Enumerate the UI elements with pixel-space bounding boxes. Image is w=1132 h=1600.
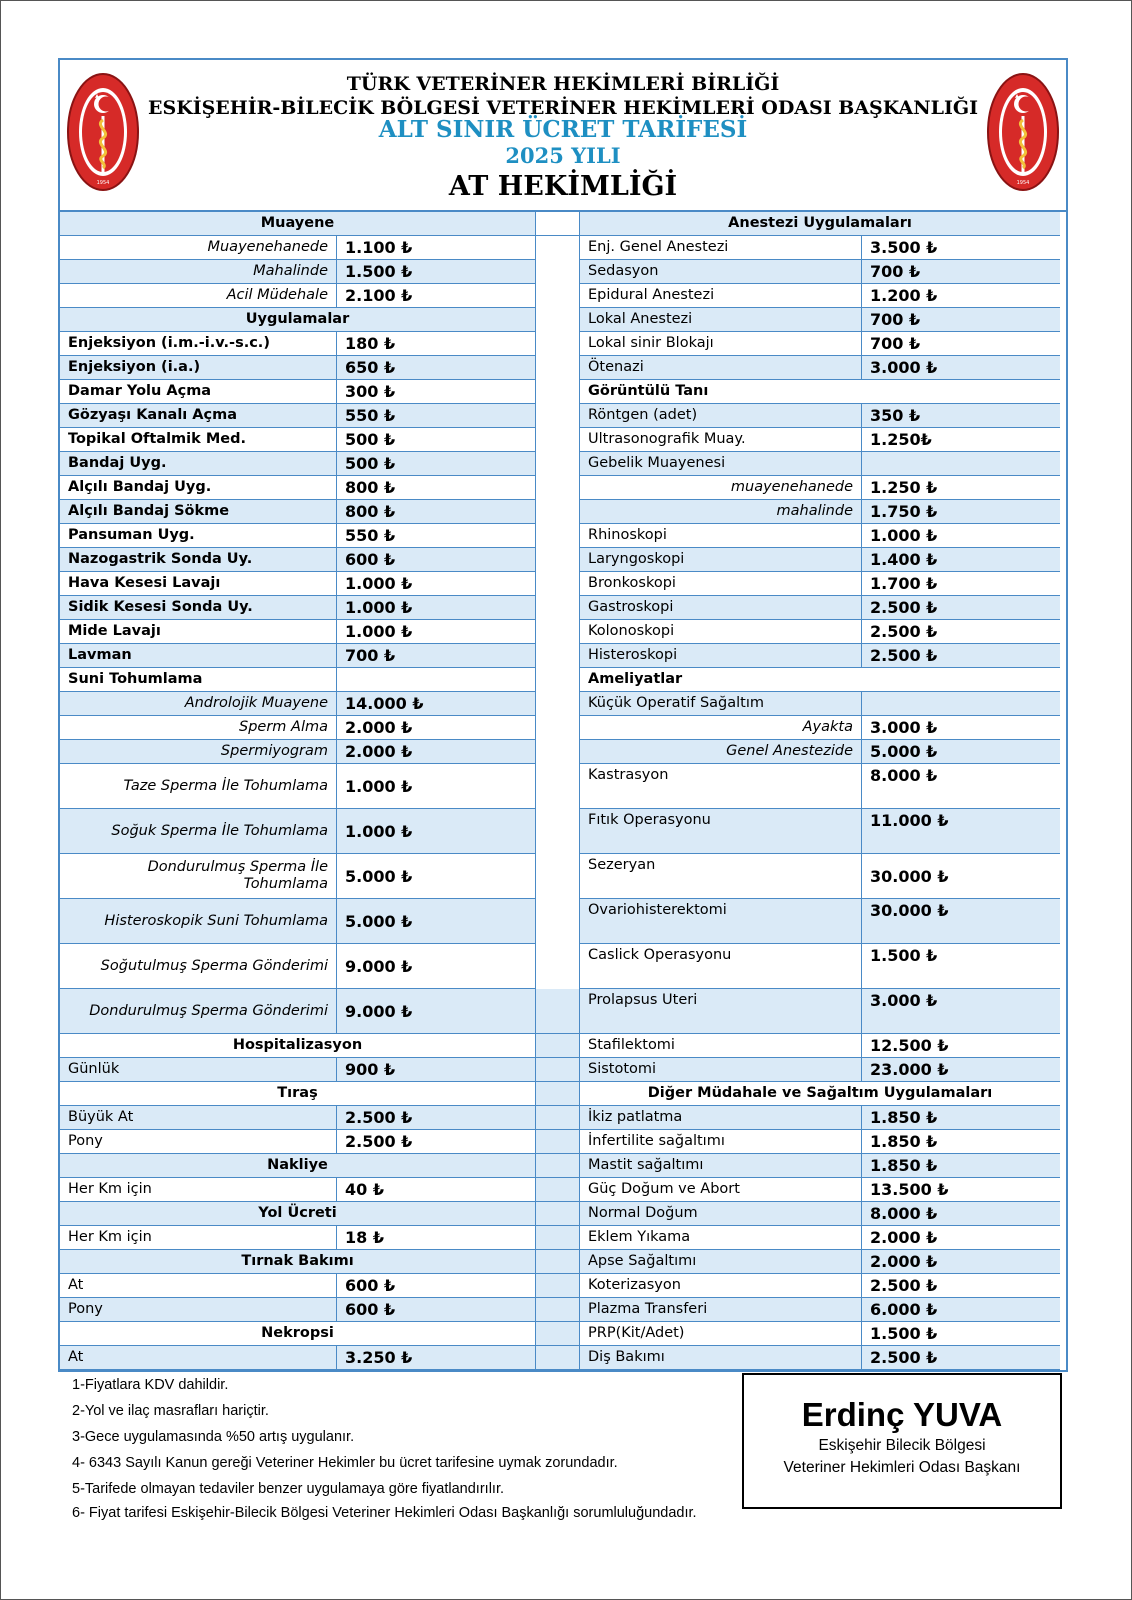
price-value: 5.000 ₺: [862, 740, 1060, 764]
price-value: 700 ₺: [337, 644, 536, 668]
service-label: Kolonoskopi: [580, 620, 862, 644]
service-label: Gastroskopi: [580, 596, 862, 620]
column-divider: [536, 620, 580, 644]
price-value: 1.000 ₺: [337, 620, 536, 644]
price-value: 550 ₺: [337, 404, 536, 428]
service-label: Küçük Operatif Sağaltım: [580, 692, 862, 716]
service-label: Ötenazi: [580, 356, 862, 380]
price-value: 2.500 ₺: [862, 620, 1060, 644]
price-value: 1.000 ₺: [337, 596, 536, 620]
column-divider: [536, 764, 580, 809]
section-header: Hospitalizasyon: [60, 1034, 536, 1058]
section-label: Görüntülü Tanı: [580, 380, 1060, 404]
price-value: [862, 692, 1060, 716]
footnotes: [72, 1372, 732, 1525]
service-label: Gebelik Muayenesi: [580, 452, 862, 476]
price-table: [60, 212, 1066, 1370]
service-label: Lavman: [60, 644, 337, 668]
price-value: 2.000 ₺: [862, 1226, 1060, 1250]
column-divider: [536, 1106, 580, 1130]
price-value: 23.000 ₺: [862, 1058, 1060, 1082]
service-label: Mide Lavajı: [60, 620, 337, 644]
service-label: Diş Bakımı: [580, 1346, 862, 1370]
price-value: 2.500 ₺: [862, 596, 1060, 620]
price-value: 3.000 ₺: [862, 989, 1060, 1034]
price-value: 1.250 ₺: [862, 476, 1060, 500]
price-value: 2.000 ₺: [337, 716, 536, 740]
price-value: 13.500 ₺: [862, 1178, 1060, 1202]
service-label: Dondurulmuş Sperma İle Tohumlama: [60, 854, 337, 899]
service-label: Normal Doğum: [580, 1202, 862, 1226]
column-divider: [536, 1034, 580, 1058]
service-label: Enjeksiyon (i.m.-i.v.-s.c.): [60, 332, 337, 356]
column-divider: [536, 1298, 580, 1322]
price-value: 2.000 ₺: [337, 740, 536, 764]
column-divider: [536, 1154, 580, 1178]
price-value: 9.000 ₺: [337, 944, 536, 989]
column-divider: [536, 1274, 580, 1298]
price-value: 700 ₺: [862, 332, 1060, 356]
service-label: İnfertilite sağaltımı: [580, 1130, 862, 1154]
price-value: 1.850 ₺: [862, 1130, 1060, 1154]
column-divider: [536, 716, 580, 740]
price-value: 30.000 ₺: [862, 854, 1060, 899]
service-label: Günlük: [60, 1058, 337, 1082]
service-label: Topikal Oftalmik Med.: [60, 428, 337, 452]
price-value: 2.100 ₺: [337, 284, 536, 308]
price-value: 2.500 ₺: [862, 644, 1060, 668]
signatory-name: Erdinç YUVA: [801, 1396, 1003, 1433]
service-label: Pansuman Uyg.: [60, 524, 337, 548]
service-label: Damar Yolu Açma: [60, 380, 337, 404]
column-divider: [536, 308, 580, 332]
service-label: Lokal sinir Blokajı: [580, 332, 862, 356]
service-label: Röntgen (adet): [580, 404, 862, 428]
column-divider: [536, 740, 580, 764]
footnote: 6- Fiyat tarifesi Eskişehir-Bilecik Bölgesi Veteriner Hekimleri Odası Başkanlığı sorumluluğundadır.: [72, 1505, 697, 1521]
signature-box: [742, 1373, 1062, 1509]
service-label: Suni Tohumlama: [60, 668, 337, 692]
service-label: Soğuk Sperma İle Tohumlama: [60, 809, 337, 854]
service-label: İkiz patlatma: [580, 1106, 862, 1130]
column-divider: [536, 944, 580, 989]
footnote: 2-Yol ve ilaç masrafları hariçtir.: [72, 1403, 269, 1419]
page-title: AT HEKİMLİĞİ: [448, 171, 678, 202]
chamber-title: ESKİŞEHİR-BİLECİK BÖLGESİ VETERİNER HEKİMLERİ ODASI BAŞKANLIĞI: [147, 97, 978, 119]
service-label: At: [60, 1346, 337, 1370]
service-label: Prolapsus Uteri: [580, 989, 862, 1034]
price-value: [337, 668, 536, 692]
price-value: 180 ₺: [337, 332, 536, 356]
service-label: Her Km için: [60, 1226, 337, 1250]
price-value: 1.200 ₺: [862, 284, 1060, 308]
column-divider: [536, 1178, 580, 1202]
service-label: Mastit sağaltımı: [580, 1154, 862, 1178]
service-label: Soğutulmuş Sperma Gönderimi: [60, 944, 337, 989]
price-value: 2.500 ₺: [337, 1106, 536, 1130]
price-value: 1.850 ₺: [862, 1154, 1060, 1178]
price-value: 1.100 ₺: [337, 236, 536, 260]
column-divider: [536, 476, 580, 500]
section-header: Diğer Müdahale ve Sağaltım Uygulamaları: [580, 1082, 1060, 1106]
service-label: Koterizasyon: [580, 1274, 862, 1298]
service-label: Genel Anestezide: [580, 740, 862, 764]
price-value: 1.500 ₺: [862, 944, 1060, 989]
service-label: Enjeksiyon (i.a.): [60, 356, 337, 380]
service-label: Caslick Operasyonu: [580, 944, 862, 989]
tariff-title: ALT SINIR ÜCRET TARİFESİ: [378, 116, 748, 143]
service-label: Bandaj Uyg.: [60, 452, 337, 476]
service-label: Kastrasyon: [580, 764, 862, 809]
service-label: Ultrasonografik Muay.: [580, 428, 862, 452]
column-divider: [536, 572, 580, 596]
service-label: Eklem Yıkama: [580, 1226, 862, 1250]
section-header: Uygulamalar: [60, 308, 536, 332]
service-label: Histeroskopi: [580, 644, 862, 668]
price-value: 500 ₺: [337, 452, 536, 476]
column-divider: [536, 1322, 580, 1346]
section-label: Ameliyatlar: [580, 668, 1060, 692]
column-divider: [536, 1202, 580, 1226]
price-value: 3.250 ₺: [337, 1346, 536, 1370]
service-label: Rhinoskopi: [580, 524, 862, 548]
price-value: 700 ₺: [862, 308, 1060, 332]
price-value: 14.000 ₺: [337, 692, 536, 716]
service-label: Sezeryan: [580, 854, 862, 899]
price-value: 9.000 ₺: [337, 989, 536, 1034]
tariff-year: 2025 YILI: [505, 143, 621, 168]
column-divider: [536, 692, 580, 716]
column-divider: [536, 1082, 580, 1106]
price-value: 5.000 ₺: [337, 899, 536, 944]
price-value: 1.250₺: [862, 428, 1060, 452]
price-value: 350 ₺: [862, 404, 1060, 428]
price-value: 1.700 ₺: [862, 572, 1060, 596]
service-label: Acil Müdehale: [60, 284, 337, 308]
price-value: 2.500 ₺: [337, 1130, 536, 1154]
column-divider: [536, 1130, 580, 1154]
column-divider: [536, 212, 580, 236]
price-value: 2.500 ₺: [862, 1346, 1060, 1370]
service-label: Stafilektomi: [580, 1034, 862, 1058]
signatory-title: Veteriner Hekimleri Odası Başkanı: [783, 1459, 1021, 1476]
column-divider: [536, 236, 580, 260]
service-label: Hava Kesesi Lavajı: [60, 572, 337, 596]
column-divider: [536, 332, 580, 356]
section-header: Anestezi Uygulamaları: [580, 212, 1060, 236]
service-label: Spermiyogram: [60, 740, 337, 764]
price-value: 1.850 ₺: [862, 1106, 1060, 1130]
service-label: Alçılı Bandaj Sökme: [60, 500, 337, 524]
price-value: 1.000 ₺: [337, 572, 536, 596]
service-label: Güç Doğum ve Abort: [580, 1178, 862, 1202]
service-label: Sidik Kesesi Sonda Uy.: [60, 596, 337, 620]
service-label: Enj. Genel Anestezi: [580, 236, 862, 260]
footnote: 4- 6343 Sayılı Kanun gereği Veteriner Hekimler bu ücret tarifesine uymak zorundadır.: [72, 1455, 618, 1471]
service-label: Pony: [60, 1130, 337, 1154]
price-value: 650 ₺: [337, 356, 536, 380]
footnote: 3-Gece uygulamasında %50 artış uygulanır.: [72, 1429, 355, 1445]
column-divider: [536, 989, 580, 1034]
price-value: 2.500 ₺: [862, 1274, 1060, 1298]
price-value: 600 ₺: [337, 1298, 536, 1322]
section-header: Muayene: [60, 212, 536, 236]
service-label: Sistotomi: [580, 1058, 862, 1082]
document-header: [60, 60, 1066, 212]
price-value: [862, 452, 1060, 476]
section-header: Tıraş: [60, 1082, 536, 1106]
service-label: Fıtık Operasyonu: [580, 809, 862, 854]
column-divider: [536, 452, 580, 476]
service-label: Dondurulmuş Sperma Gönderimi: [60, 989, 337, 1034]
service-label: At: [60, 1274, 337, 1298]
price-value: 3.000 ₺: [862, 356, 1060, 380]
price-value: 5.000 ₺: [337, 854, 536, 899]
column-divider: [536, 644, 580, 668]
service-label: Sperm Alma: [60, 716, 337, 740]
column-divider: [536, 404, 580, 428]
signatory-title: Eskişehir Bilecik Bölgesi: [818, 1437, 986, 1454]
price-value: 8.000 ₺: [862, 764, 1060, 809]
price-value: 900 ₺: [337, 1058, 536, 1082]
price-value: 1.000 ₺: [862, 524, 1060, 548]
service-label: muayenehanede: [580, 476, 862, 500]
service-label: Ovariohisterektomi: [580, 899, 862, 944]
tariff-document: [58, 58, 1068, 1372]
column-divider: [536, 500, 580, 524]
price-value: 2.000 ₺: [862, 1250, 1060, 1274]
column-divider: [536, 854, 580, 899]
column-divider: [536, 548, 580, 572]
price-value: 1.750 ₺: [862, 500, 1060, 524]
column-divider: [536, 668, 580, 692]
service-label: Androlojik Muayene: [60, 692, 337, 716]
organization-title: TÜRK VETERİNER HEKİMLERİ BİRLİĞİ: [346, 73, 780, 95]
service-label: Taze Sperma İle Tohumlama: [60, 764, 337, 809]
price-value: 1.500 ₺: [862, 1322, 1060, 1346]
price-value: 600 ₺: [337, 548, 536, 572]
section-header: Nakliye: [60, 1154, 536, 1178]
price-value: 600 ₺: [337, 1274, 536, 1298]
service-label: Pony: [60, 1298, 337, 1322]
footnote: 1-Fiyatlara KDV dahildir.: [72, 1377, 229, 1393]
service-label: Apse Sağaltımı: [580, 1250, 862, 1274]
service-label: Bronkoskopi: [580, 572, 862, 596]
service-label: Laryngoskopi: [580, 548, 862, 572]
column-divider: [536, 260, 580, 284]
price-value: 1.000 ₺: [337, 809, 536, 854]
service-label: Plazma Transferi: [580, 1298, 862, 1322]
price-value: 6.000 ₺: [862, 1298, 1060, 1322]
section-header: Tırnak Bakımı: [60, 1250, 536, 1274]
column-divider: [536, 1250, 580, 1274]
footnote: 5-Tarifede olmayan tedaviler benzer uygulamaya göre fiyatlandırılır.: [72, 1481, 505, 1497]
price-value: 11.000 ₺: [862, 809, 1060, 854]
price-value: 800 ₺: [337, 476, 536, 500]
price-value: 3.000 ₺: [862, 716, 1060, 740]
service-label: Mahalinde: [60, 260, 337, 284]
price-value: 8.000 ₺: [862, 1202, 1060, 1226]
svg-text:1954: 1954: [96, 180, 110, 186]
service-label: PRP(Kit/Adet): [580, 1322, 862, 1346]
section-header: Yol Ücreti: [60, 1202, 536, 1226]
svg-text:1954: 1954: [1016, 180, 1030, 186]
column-divider: [536, 1346, 580, 1370]
service-label: Muayenehanede: [60, 236, 337, 260]
price-value: 3.500 ₺: [862, 236, 1060, 260]
price-value: 18 ₺: [337, 1226, 536, 1250]
price-value: 1.500 ₺: [337, 260, 536, 284]
section-header: Nekropsi: [60, 1322, 536, 1346]
service-label: Sedasyon: [580, 260, 862, 284]
column-divider: [536, 899, 580, 944]
column-divider: [536, 596, 580, 620]
service-label: Büyük At: [60, 1106, 337, 1130]
price-value: 30.000 ₺: [862, 899, 1060, 944]
price-value: 12.500 ₺: [862, 1034, 1060, 1058]
service-label: Ayakta: [580, 716, 862, 740]
price-value: 40 ₺: [337, 1178, 536, 1202]
column-divider: [536, 809, 580, 854]
column-divider: [536, 1058, 580, 1082]
service-label: Histeroskopik Suni Tohumlama: [60, 899, 337, 944]
service-label: mahalinde: [580, 500, 862, 524]
column-divider: [536, 428, 580, 452]
column-divider: [536, 284, 580, 308]
column-divider: [536, 380, 580, 404]
column-divider: [536, 524, 580, 548]
price-value: 700 ₺: [862, 260, 1060, 284]
service-label: Lokal Anestezi: [580, 308, 862, 332]
service-label: Nazogastrik Sonda Uy.: [60, 548, 337, 572]
price-value: 1.400 ₺: [862, 548, 1060, 572]
column-divider: [536, 1226, 580, 1250]
service-label: Epidural Anestezi: [580, 284, 862, 308]
column-divider: [536, 356, 580, 380]
price-value: 500 ₺: [337, 428, 536, 452]
price-value: 300 ₺: [337, 380, 536, 404]
price-value: 800 ₺: [337, 500, 536, 524]
service-label: Her Km için: [60, 1178, 337, 1202]
service-label: Gözyaşı Kanalı Açma: [60, 404, 337, 428]
price-value: 1.000 ₺: [337, 764, 536, 809]
service-label: Alçılı Bandaj Uyg.: [60, 476, 337, 500]
price-value: 550 ₺: [337, 524, 536, 548]
